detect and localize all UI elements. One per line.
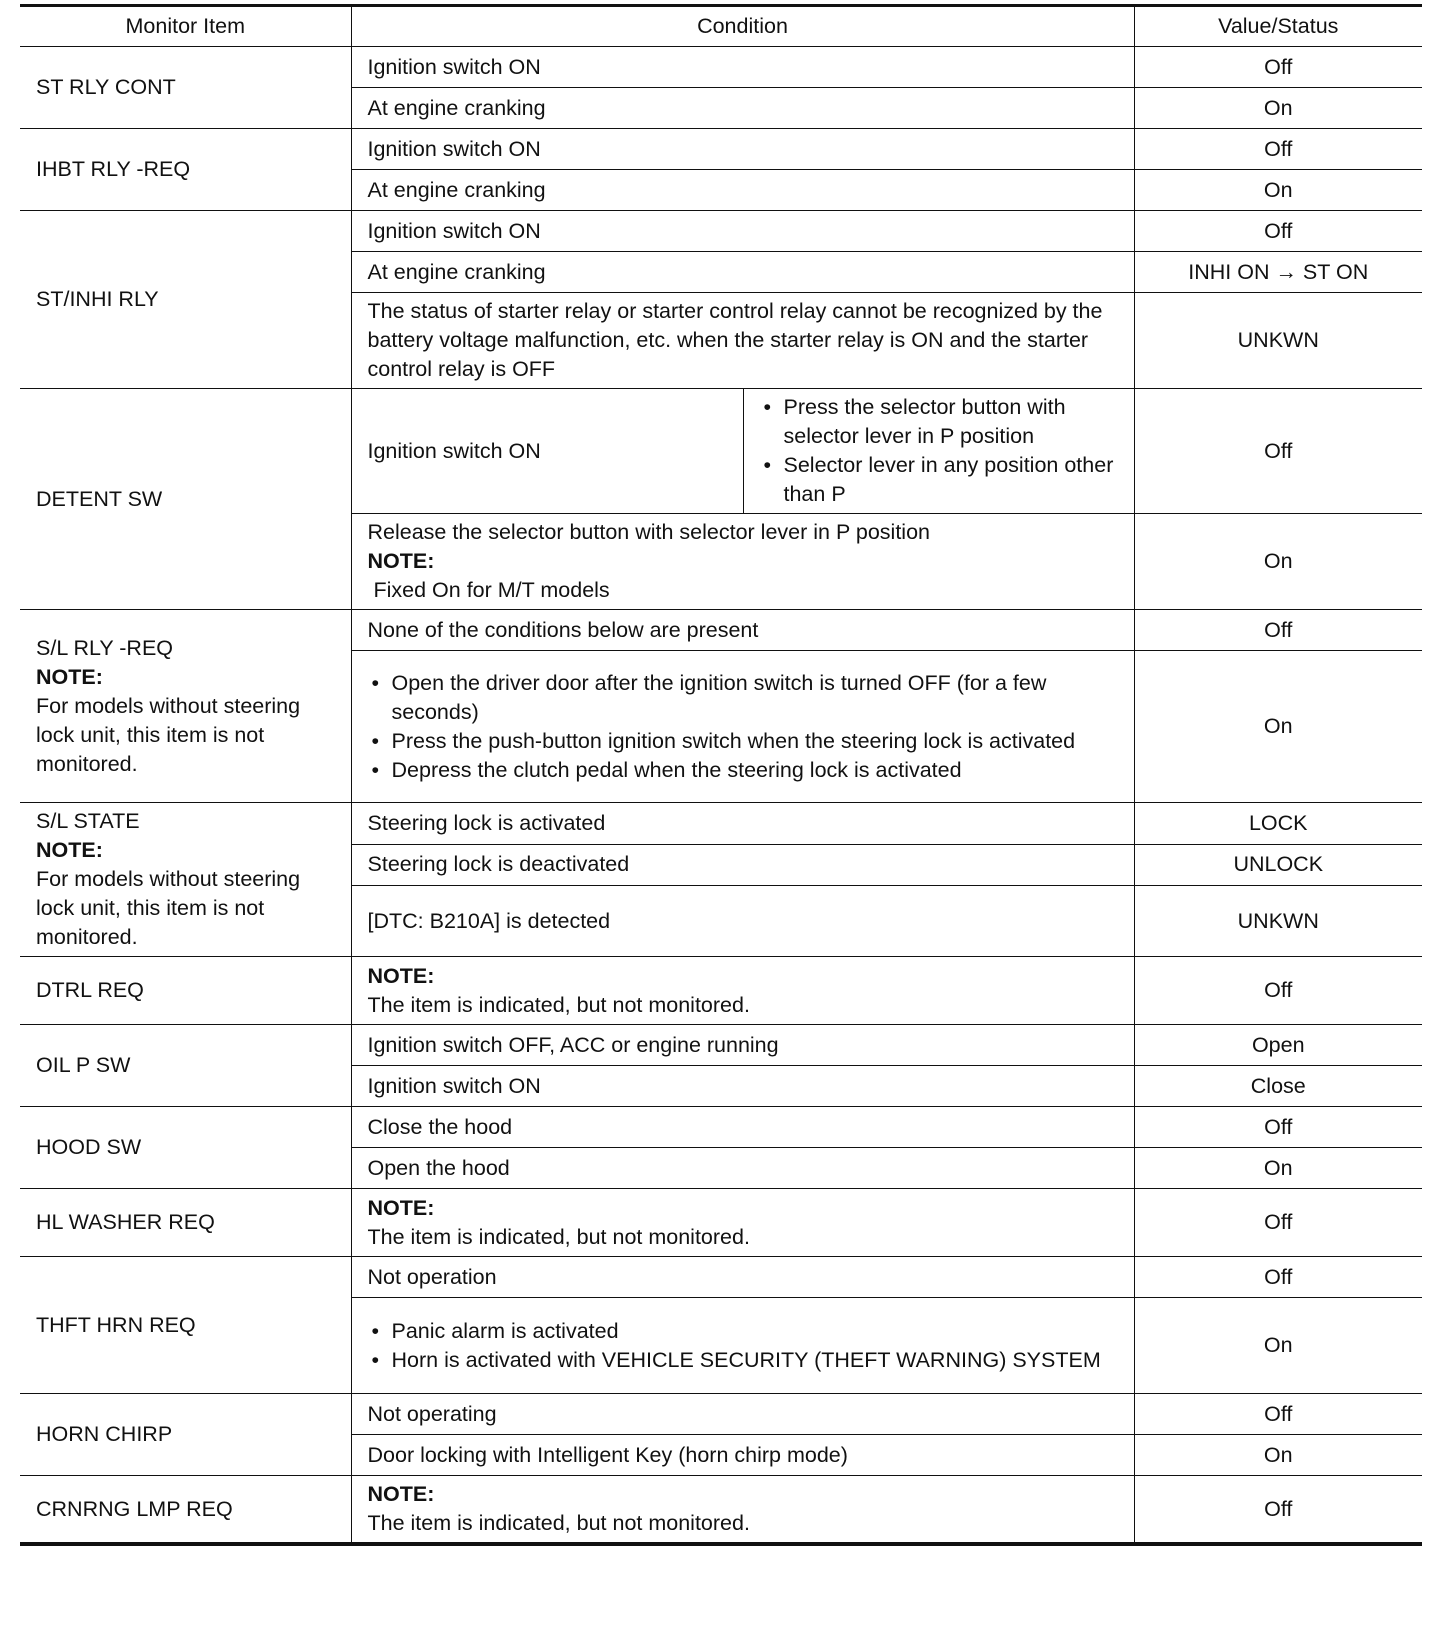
condition-cell: Ignition switch ON	[351, 1066, 1134, 1107]
value-cell: UNKWN	[1134, 293, 1422, 389]
value-cell: Off	[1134, 957, 1422, 1025]
bullet-list	[368, 1317, 1118, 1375]
monitor-item-name: IHBT RLY -REQ	[20, 129, 351, 211]
table-row	[20, 1189, 1422, 1257]
condition-cell: Close the hood	[351, 1107, 1134, 1148]
table-row	[20, 1394, 1422, 1435]
value-cell: On	[1134, 170, 1422, 211]
table-row	[20, 803, 1422, 845]
condition-cell: Ignition switch ON	[351, 389, 743, 514]
note-label: NOTE:	[36, 664, 103, 689]
list-item: • Selector lever in any position other than P	[760, 451, 1118, 509]
table-row	[20, 1107, 1422, 1148]
value-cell: UNLOCK	[1134, 844, 1422, 886]
bullet-list	[760, 393, 1118, 509]
value-cell: LOCK	[1134, 803, 1422, 845]
condition-cell: Open the hood	[351, 1148, 1134, 1189]
header-monitor-item: Monitor Item	[20, 6, 351, 47]
monitor-item-name: S/L STATE	[36, 809, 140, 833]
value-cell: Open	[1134, 1025, 1422, 1066]
note-text: The item is indicated, but not monitored.	[367, 992, 750, 1017]
table-row	[20, 211, 1422, 252]
condition-cell: Ignition switch ON	[351, 211, 1134, 252]
value-cell: On	[1134, 1298, 1422, 1394]
monitor-item-name: OIL P SW	[20, 1025, 351, 1107]
note-text: Fixed On for M/T models	[373, 578, 610, 602]
note-label: NOTE:	[367, 1195, 435, 1220]
note-text: For models without steering lock unit, this item is not monitored.	[36, 693, 301, 776]
table-row	[20, 129, 1422, 170]
value-cell: INHI ON → ST ON	[1134, 252, 1422, 293]
table-row	[20, 389, 1422, 514]
table-row	[20, 1257, 1422, 1298]
value-cell: On	[1134, 1435, 1422, 1476]
value-cell: On	[1134, 514, 1422, 610]
monitor-item-name: HOOD SW	[20, 1107, 351, 1189]
monitor-item-table	[20, 4, 1422, 1546]
condition-cell	[351, 1476, 1134, 1545]
header-condition: Condition	[351, 6, 1134, 47]
list-item: • Press the selector button with selector lever in P position	[760, 393, 1118, 451]
bullet-list	[368, 669, 1118, 785]
condition-subcell	[743, 389, 1134, 514]
condition-cell: [DTC: B210A] is detected	[351, 886, 1134, 957]
value-cell: Off	[1134, 1394, 1422, 1435]
note-label: NOTE:	[367, 1482, 435, 1506]
monitor-item-name: HORN CHIRP	[20, 1394, 351, 1476]
list-item: • Press the push-button ignition switch when the steering lock is activated	[368, 727, 1118, 756]
monitor-item-name: DETENT SW	[20, 389, 351, 610]
table-row	[20, 610, 1422, 651]
monitor-item-cell	[20, 610, 351, 803]
condition-cell: Steering lock is activated	[351, 803, 1134, 845]
value-cell: Off	[1134, 1476, 1422, 1545]
condition-cell: At engine cranking	[351, 252, 1134, 293]
value-cell: UNKWN	[1134, 886, 1422, 957]
value-cell: Off	[1134, 1257, 1422, 1298]
monitor-item-cell	[20, 803, 351, 957]
note-label: NOTE:	[36, 838, 103, 862]
monitor-item-name: DTRL REQ	[20, 957, 351, 1025]
condition-cell: Ignition switch ON	[351, 47, 1134, 88]
value-cell: Off	[1134, 211, 1422, 252]
list-item: • Depress the clutch pedal when the steering lock is activated	[368, 756, 1118, 785]
value-cell: Off	[1134, 129, 1422, 170]
monitor-item-name: HL WASHER REQ	[20, 1189, 351, 1257]
table-row	[20, 1476, 1422, 1545]
condition-cell	[351, 1189, 1134, 1257]
table-row	[20, 47, 1422, 88]
table-row	[20, 1025, 1422, 1066]
value-cell: Off	[1134, 1107, 1422, 1148]
condition-cell	[351, 1298, 1134, 1394]
note-text: For models without steering lock unit, this item is not monitored.	[36, 867, 301, 949]
list-item: • Open the driver door after the ignition switch is turned OFF (for a few seconds)	[368, 669, 1118, 727]
condition-cell: At engine cranking	[351, 88, 1134, 129]
condition-cell: Not operation	[351, 1257, 1134, 1298]
note-text: The item is indicated, but not monitored.	[367, 1224, 750, 1249]
monitor-item-name: ST RLY CONT	[20, 47, 351, 129]
value-cell: On	[1134, 651, 1422, 803]
note-label: NOTE:	[367, 963, 435, 988]
value-cell: On	[1134, 1148, 1422, 1189]
condition-cell	[351, 514, 1134, 610]
note-label: NOTE:	[367, 549, 435, 573]
table-row	[20, 957, 1422, 1025]
monitor-item-name: THFT HRN REQ	[20, 1257, 351, 1394]
condition-cell	[351, 957, 1134, 1025]
condition-cell: At engine cranking	[351, 170, 1134, 211]
condition-cell: None of the conditions below are present	[351, 610, 1134, 651]
condition-cell: The status of starter relay or starter control relay cannot be recognized by the battery voltage malfunction, etc. when the starter relay is ON and the starter control relay is OFF	[351, 293, 1134, 389]
condition-cell: Steering lock is deactivated	[351, 844, 1134, 886]
value-cell: On	[1134, 88, 1422, 129]
note-text: The item is indicated, but not monitored.	[367, 1511, 750, 1535]
value-cell: Off	[1134, 610, 1422, 651]
value-cell: Off	[1134, 1189, 1422, 1257]
condition-cell: Ignition switch OFF, ACC or engine running	[351, 1025, 1134, 1066]
list-item: • Horn is activated with VEHICLE SECURITY (THEFT WARNING) SYSTEM	[368, 1346, 1118, 1375]
header-value-status: Value/Status	[1134, 6, 1422, 47]
condition-cell	[351, 651, 1134, 803]
monitor-item-name: ST/INHI RLY	[20, 211, 351, 389]
value-cell: Off	[1134, 47, 1422, 88]
condition-text: Release the selector button with selector lever in P position	[367, 520, 930, 544]
value-cell: Close	[1134, 1066, 1422, 1107]
monitor-item-name: S/L RLY -REQ	[36, 635, 174, 660]
condition-cell: Not operating	[351, 1394, 1134, 1435]
header-row	[20, 6, 1422, 47]
condition-cell: Ignition switch ON	[351, 129, 1134, 170]
value-cell: Off	[1134, 389, 1422, 514]
condition-cell: Door locking with Intelligent Key (horn chirp mode)	[351, 1435, 1134, 1476]
list-item: • Panic alarm is activated	[368, 1317, 1118, 1346]
monitor-item-name: CRNRNG LMP REQ	[20, 1476, 351, 1545]
